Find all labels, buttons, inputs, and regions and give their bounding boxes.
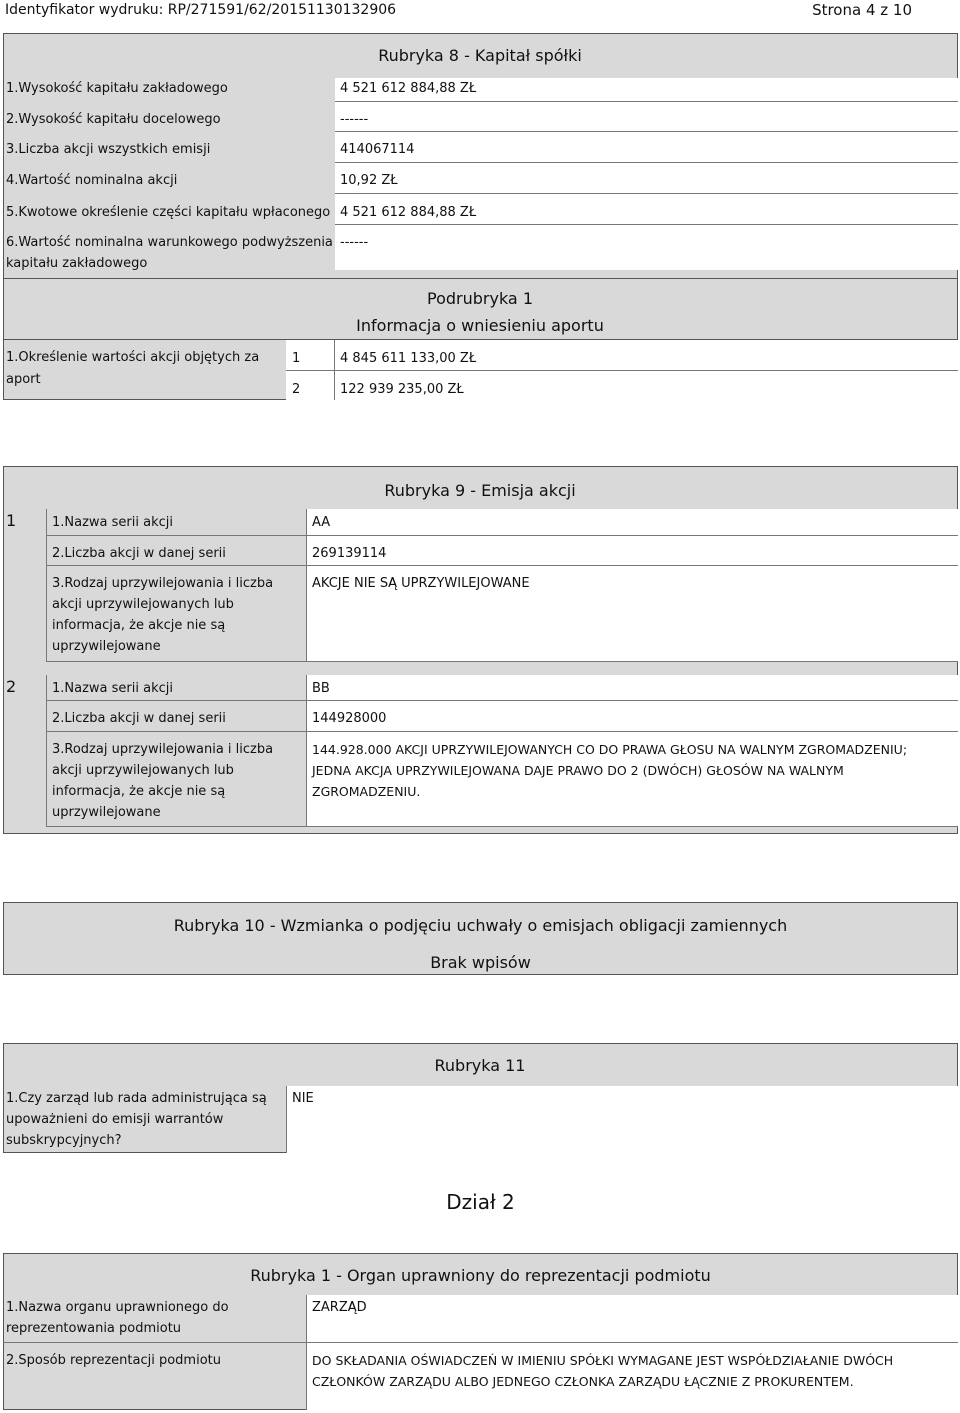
print-identifier: Identyfikator wydruku: RP/271591/62/20151130132906 [5,2,397,18]
r8-label-4: 4.Wartość nominalna akcji [6,173,178,188]
r8-label-6b: kapitału zakładowego [6,256,148,271]
rubryka-9-title: Rubryka 9 - Emisja akcji [384,481,576,500]
aport-item-2-value: 122 939 235,00 ZŁ [340,382,464,397]
series-2-priv-label: 3.Rodzaj uprzywilejowania i liczba akcji uprzywilejowanych lub informacja, że akcje nie są uprzywilejowane [52,742,274,820]
dzial-2-title: Dział 2 [446,1190,515,1214]
podrubryka-1-subtitle: Informacja o wniesieniu aportu [356,316,604,335]
r8-label-5: 5.Kwotowe określenie części kapitału wpłaconego [6,205,331,220]
r8-label-2: 2.Wysokość kapitału docelowego [6,112,221,127]
r8-label-6: 6.Wartość nominalna warunkowego podwyższenia [6,235,333,250]
series-2-count: 144928000 [312,711,387,726]
series-2-name: BB [312,681,330,696]
r8-value-1: 4 521 612 884,88 ZŁ [340,81,477,96]
d2r1-value-1: ZARZĄD [312,1300,367,1315]
series-2-priv: 144.928.000 AKCJI UPRZYWILEJOWANYCH CO DO PRAWA GŁOSU NA WALNYM ZGROMADZENIU; JEDNA AKCJA UPRZYWILEJOWANA DAJE PRAWO DO 2 (DWÓCH) GŁOSÓW NA WALNYM ZGROMADZENIU. [312,742,908,799]
r8-value-3: 414067114 [340,142,415,157]
series-1-priv-label: 3.Rodzaj uprzywilejowania i liczba akcji uprzywilejowanych lub informacja, że akcje nie są uprzywilejowane [52,576,274,654]
r11-value: NIE [292,1091,314,1106]
series-1-priv: AKCJE NIE SĄ UPRZYWILEJOWANE [312,576,530,591]
aport-label-2: aport [6,372,41,387]
series-1-name-label: 1.Nazwa serii akcji [52,515,173,530]
d2r1-label-2: 2.Sposób reprezentacji podmiotu [6,1353,221,1368]
rubryka-8-title: Rubryka 8 - Kapitał spółki [378,46,582,65]
aport-item-1-num: 1 [292,351,301,366]
aport-item-2-num: 2 [292,382,301,397]
r8-label-3: 3.Liczba akcji wszystkich emisji [6,142,211,157]
r11-label: 1.Czy zarząd lub rada administrująca są upoważnieni do emisji warrantów subskrypcyjnych? [6,1091,267,1148]
series-1-name: AA [312,515,331,530]
series-2-name-label: 1.Nazwa serii akcji [52,681,173,696]
d2-rubryka-1-title: Rubryka 1 - Organ uprawniony do reprezentacji podmiotu [250,1266,711,1285]
d2r1-value-2: DO SKŁADANIA OŚWIADCZEŃ W IMIENIU SPÓŁKI WYMAGANE JEST WSPÓŁDZIAŁANIE DWÓCH CZŁONKÓW ZARZĄDU ALBO JEDNEGO CZŁONKA ZARZĄDU ŁĄCZNIE Z PROKURENTEM. [312,1353,894,1389]
page-number: Strona 4 z 10 [812,1,912,19]
series-2-count-label: 2.Liczba akcji w danej serii [52,711,226,726]
aport-label: 1.Określenie wartości akcji objętych za [6,350,260,365]
series-2-number: 2 [6,677,17,696]
rubryka-11-title: Rubryka 11 [434,1056,526,1075]
r8-value-2: ------ [340,112,369,127]
aport-item-1-value: 4 845 611 133,00 ZŁ [340,351,477,366]
r8-value-6: ------ [340,235,369,250]
rubryka-10-empty: Brak wpisów [430,953,531,972]
series-1-count: 269139114 [312,546,387,561]
r8-value-4: 10,92 ZŁ [340,173,398,188]
rubryka-10-title: Rubryka 10 - Wzmianka o podjęciu uchwały o emisjach obligacji zamiennych [173,916,788,935]
podrubryka-1-title: Podrubryka 1 [427,289,533,308]
d2r1-label-1: 1.Nazwa organu uprawnionego do reprezentowania podmiotu [6,1300,229,1336]
series-1-number: 1 [6,511,17,530]
r8-value-5: 4 521 612 884,88 ZŁ [340,205,477,220]
r8-label-1: 1.Wysokość kapitału zakładowego [6,81,228,96]
series-1-count-label: 2.Liczba akcji w danej serii [52,546,226,561]
